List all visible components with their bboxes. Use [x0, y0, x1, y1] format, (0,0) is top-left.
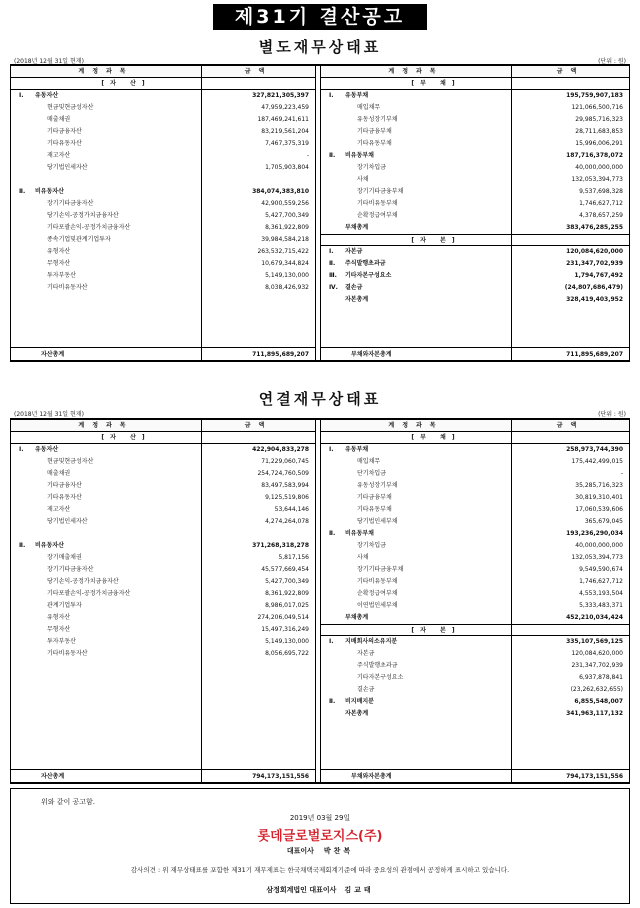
- table-row: [11, 162, 315, 174]
- table-row: [11, 114, 315, 126]
- row-amount: 452,210,034,424: [566, 614, 623, 621]
- total-label: 부채와자본총계: [351, 773, 392, 780]
- row-number: Ⅱ.: [19, 542, 26, 549]
- row-label: 당기법인세자산: [47, 164, 88, 171]
- table-row: [321, 540, 629, 552]
- table-row: [11, 234, 315, 246]
- table-row: [321, 600, 629, 612]
- consolidated-assets-rows: [11, 432, 315, 782]
- row-label: 단기차입금: [357, 470, 386, 477]
- row-label: 사채: [357, 554, 369, 561]
- table-row: [11, 102, 315, 114]
- row-amount: 371,268,318,278: [252, 542, 309, 549]
- row-label: 장기기타금융부채: [357, 566, 404, 573]
- total-amount: 711,895,689,207: [566, 351, 623, 358]
- row-label: 장기매출채권: [47, 554, 82, 561]
- spacer-row: [11, 528, 315, 540]
- row-label: 매출채권: [47, 470, 71, 477]
- table-row: [11, 246, 315, 258]
- row-amount: 40,000,000,000: [575, 164, 623, 171]
- table-row: [321, 612, 629, 624]
- row-label: 기타금융자산: [47, 128, 82, 135]
- table-row: [321, 672, 629, 684]
- table-row: [321, 648, 629, 660]
- row-label: 기타금융자산: [47, 482, 82, 489]
- separate-unit-label: (단위 : 원): [598, 58, 626, 65]
- column-header-item: 계정과목: [78, 422, 134, 429]
- announcement-date: 2019년 03월 29일: [289, 814, 351, 822]
- table-row: [321, 102, 629, 114]
- row-amount: 1,794,767,492: [574, 272, 623, 279]
- row-amount: 258,973,744,390: [566, 446, 623, 453]
- row-label: 자본총계: [345, 710, 369, 717]
- table-row: [321, 576, 629, 588]
- row-amount: 53,644,146: [274, 506, 309, 513]
- row-label: 기타포괄손익-공정가치금융자산: [47, 590, 131, 597]
- column-header-amount: 금액: [511, 420, 629, 431]
- row-amount: 254,724,760,509: [257, 470, 309, 477]
- row-amount: -: [306, 152, 309, 159]
- row-amount: 5,427,700,349: [265, 212, 309, 219]
- row-amount: 231,347,702,939: [566, 260, 623, 267]
- representative-title: 대표이사: [286, 847, 314, 855]
- row-label: 자본총계: [345, 296, 369, 303]
- row-label: 유동자산: [35, 446, 59, 453]
- table-row: [11, 282, 315, 294]
- row-amount: 8,361,922,809: [265, 224, 309, 231]
- table-row: [321, 636, 629, 648]
- table-row: [11, 552, 315, 564]
- row-amount: 328,419,403,952: [566, 296, 623, 303]
- section-header-row: [321, 624, 629, 636]
- column-header-amount: 금액: [201, 66, 315, 77]
- row-label: 종속기업및관계기업투자: [47, 236, 111, 243]
- row-label: 주식발행초과금: [345, 260, 386, 267]
- row-amount: 365,679,045: [584, 518, 623, 525]
- row-label: 당기손익-공정가치금융자산: [47, 578, 119, 585]
- row-label: 투자부동산: [47, 638, 76, 645]
- row-label: 장기기타금융자산: [47, 200, 94, 207]
- row-amount: 4,378,657,259: [579, 212, 623, 219]
- table-row: [321, 210, 629, 222]
- row-label: 매입채무: [357, 458, 381, 465]
- separate-sheet-title: 별도재무상태표: [258, 38, 382, 56]
- row-label: 비유동부채: [345, 152, 374, 159]
- row-label: 기타유동부채: [357, 140, 392, 147]
- table-row: [11, 612, 315, 624]
- table-row: [321, 246, 629, 258]
- page-title: 제31기 결산공고: [213, 4, 427, 30]
- row-amount: 327,821,305,397: [252, 92, 309, 99]
- audit-opinion: 감사의견 : 위 재무상태표를 포함한 제31기 재무제표는 한국채택국제회계기준에 따라 중요성의 관점에서 공정하게 표시하고 있습니다.: [130, 866, 510, 874]
- row-label: 비유동자산: [35, 542, 64, 549]
- separate-balance-sheet: [10, 64, 630, 362]
- row-amount: 83,497,583,994: [261, 482, 309, 489]
- row-label: 유동부채: [345, 446, 369, 453]
- row-label: 결손금: [357, 686, 375, 693]
- row-amount: 175,442,499,015: [571, 458, 623, 465]
- row-amount: 9,125,519,806: [265, 494, 309, 501]
- table-row: [11, 210, 315, 222]
- table-row: [11, 564, 315, 576]
- row-label: 관계기업투자: [47, 602, 82, 609]
- row-amount: 15,996,006,291: [575, 140, 623, 147]
- table-row: [11, 198, 315, 210]
- consolidated-liabilities-column: [320, 420, 629, 782]
- row-number: Ⅲ.: [329, 272, 337, 279]
- row-amount: 383,476,285,255: [566, 224, 623, 231]
- consolidated-balance-sheet: [10, 418, 630, 784]
- column-header-item: 계정과목: [388, 422, 444, 429]
- row-label: 유동부채: [345, 92, 369, 99]
- table-row: [321, 138, 629, 150]
- table-row: [11, 444, 315, 456]
- row-label: 비지배지분: [345, 698, 374, 705]
- total-amount: 794,173,151,556: [566, 773, 623, 780]
- row-label: 장기차입금: [357, 164, 386, 171]
- row-label: 당기법인세부채: [357, 518, 398, 525]
- total-label: 자산총계: [41, 773, 65, 780]
- row-label: 기타자본구성요소: [357, 674, 404, 681]
- row-number: Ⅰ.: [329, 638, 334, 645]
- row-label: 순확정급여부채: [357, 212, 398, 219]
- total-label: 부채와자본총계: [351, 351, 392, 358]
- row-label: 장기차입금: [357, 542, 386, 549]
- row-label: 재고자산: [47, 152, 71, 159]
- row-number: Ⅳ.: [329, 284, 338, 291]
- row-amount: 5,817,156: [278, 554, 309, 561]
- row-amount: (23,262,632,655): [570, 686, 623, 693]
- row-amount: 17,060,539,606: [575, 506, 623, 513]
- section-label: [자 본]: [411, 237, 461, 244]
- row-amount: 71,229,060,745: [261, 458, 309, 465]
- row-amount: 187,469,241,611: [257, 116, 309, 123]
- table-row: [321, 174, 629, 186]
- section-header-row: [321, 78, 629, 90]
- row-label: 재고자산: [47, 506, 71, 513]
- row-number: Ⅱ.: [329, 260, 336, 267]
- table-row: [321, 468, 629, 480]
- row-amount: 9,549,590,674: [579, 566, 623, 573]
- row-number: Ⅰ.: [19, 446, 24, 453]
- section-label: [자 산]: [101, 80, 151, 87]
- table-row: [11, 588, 315, 600]
- table-row: [321, 90, 629, 102]
- row-amount: 4,553,193,504: [579, 590, 623, 597]
- total-label: 자산총계: [41, 351, 65, 358]
- row-amount: 263,532,715,422: [257, 248, 309, 255]
- table-row: [11, 468, 315, 480]
- table-row: [11, 516, 315, 528]
- table-row: [321, 270, 629, 282]
- row-label: 무형자산: [47, 626, 71, 633]
- row-amount: 341,963,117,132: [566, 710, 623, 717]
- row-number: Ⅰ.: [329, 446, 334, 453]
- table-row: [11, 492, 315, 504]
- consolidated-liabilities-rows: [321, 432, 629, 782]
- separate-assets-header: [11, 66, 315, 78]
- row-label: 순확정급여부채: [357, 590, 398, 597]
- row-amount: 1,746,627,712: [579, 578, 623, 585]
- table-row: [321, 186, 629, 198]
- row-label: 기타유동부채: [357, 506, 392, 513]
- table-row: [321, 114, 629, 126]
- table-row: [321, 564, 629, 576]
- row-amount: 8,038,426,932: [265, 284, 309, 291]
- row-amount: 45,577,669,454: [261, 566, 309, 573]
- row-label: 무형자산: [47, 260, 71, 267]
- row-label: 기타금융부채: [357, 128, 392, 135]
- row-label: 지배회사의소유지분: [345, 638, 398, 645]
- row-amount: 42,900,559,256: [261, 200, 309, 207]
- table-row: [11, 186, 315, 198]
- total-amount: 794,173,151,556: [252, 773, 309, 780]
- row-label: 매입채무: [357, 104, 381, 111]
- row-label: 당기손익-공정가치금융자산: [47, 212, 119, 219]
- row-amount: 6,855,548,007: [574, 698, 623, 705]
- section-label: [자 본]: [411, 627, 461, 634]
- row-number: Ⅱ.: [19, 188, 26, 195]
- announcement-footer: [10, 788, 630, 904]
- row-number: Ⅰ.: [329, 92, 334, 99]
- consolidated-liabilities-total-row: [321, 769, 629, 782]
- table-row: [11, 258, 315, 270]
- separate-liabilities-total-row: [321, 347, 629, 360]
- consolidated-assets-column: [11, 420, 316, 782]
- section-header-row: [11, 78, 315, 90]
- table-row: [321, 708, 629, 720]
- row-amount: 4,274,264,078: [265, 518, 309, 525]
- row-amount: 121,066,500,716: [571, 104, 623, 111]
- column-header-amount: 금액: [201, 420, 315, 431]
- representative: [11, 846, 629, 856]
- column-header-item: 계정과목: [78, 68, 134, 75]
- row-amount: 1,705,903,804: [265, 164, 309, 171]
- table-row: [11, 126, 315, 138]
- row-number: Ⅰ.: [329, 248, 334, 255]
- row-amount: 120,084,620,000: [571, 650, 623, 657]
- table-row: [11, 90, 315, 102]
- row-amount: 9,537,698,328: [579, 188, 623, 195]
- row-amount: 231,347,702,939: [571, 662, 623, 669]
- row-amount: 30,819,310,401: [575, 494, 623, 501]
- row-amount: 7,467,375,319: [265, 140, 309, 147]
- row-label: 자본금: [357, 650, 375, 657]
- row-label: 자본금: [345, 248, 363, 255]
- table-row: [321, 198, 629, 210]
- row-label: 장기기타금융부채: [357, 188, 404, 195]
- table-row: [321, 126, 629, 138]
- row-label: 장기기타금융자산: [47, 566, 94, 573]
- table-row: [321, 528, 629, 540]
- row-label: 부채총계: [345, 224, 369, 231]
- row-label: 매출채권: [47, 116, 71, 123]
- table-row: [11, 540, 315, 552]
- row-number: Ⅱ.: [329, 698, 336, 705]
- table-row: [321, 696, 629, 708]
- table-row: [321, 456, 629, 468]
- table-row: [321, 258, 629, 270]
- table-row: [11, 636, 315, 648]
- row-amount: (24,807,686,479): [564, 284, 623, 291]
- row-amount: 28,711,683,853: [575, 128, 623, 135]
- row-amount: 422,904,833,278: [252, 446, 309, 453]
- row-label: 기타포괄손익-공정가치금융자산: [47, 224, 131, 231]
- row-amount: 6,937,878,841: [579, 674, 623, 681]
- section-label: [자 산]: [101, 434, 151, 441]
- separate-assets-column: [11, 66, 316, 360]
- table-row: [321, 294, 629, 306]
- separate-liabilities-column: [320, 66, 629, 360]
- separate-as-of-date: (2018년 12월 31일 현재): [14, 58, 84, 65]
- row-label: 당기법인세자산: [47, 518, 88, 525]
- row-amount: 35,285,716,323: [575, 482, 623, 489]
- row-label: 기타비유동자산: [47, 650, 88, 657]
- table-row: [321, 552, 629, 564]
- table-row: [321, 150, 629, 162]
- consolidated-assets-header: [11, 420, 315, 432]
- table-row: [321, 480, 629, 492]
- auditor: [11, 885, 629, 895]
- row-label: 비유동자산: [35, 188, 64, 195]
- row-label: 기타비유동부채: [357, 200, 398, 207]
- row-label: 결손금: [345, 284, 363, 291]
- column-header-amount: 금액: [511, 66, 629, 77]
- row-amount: 132,053,394,773: [571, 176, 623, 183]
- row-label: 비유동부채: [345, 530, 374, 537]
- consolidated-sheet-title: 연결재무상태표: [258, 390, 382, 408]
- spacer-row: [11, 174, 315, 186]
- table-row: [321, 162, 629, 174]
- row-amount: 10,679,344,824: [261, 260, 309, 267]
- row-amount: 195,759,907,183: [566, 92, 623, 99]
- table-row: [11, 480, 315, 492]
- row-label: 기타유동자산: [47, 494, 82, 501]
- row-label: 유동성장기부채: [357, 116, 398, 123]
- notice-text: 위와 같이 공고함.: [41, 798, 96, 806]
- consolidated-assets-total-row: [11, 769, 315, 782]
- section-header-row: [11, 432, 315, 444]
- row-amount: 1,746,627,712: [579, 200, 623, 207]
- row-amount: 39,984,584,218: [261, 236, 309, 243]
- separate-liabilities-rows: [321, 78, 629, 360]
- row-amount: 187,716,378,072: [566, 152, 623, 159]
- table-row: [11, 222, 315, 234]
- table-row: [11, 576, 315, 588]
- table-row: [11, 600, 315, 612]
- row-amount: 5,427,700,349: [265, 578, 309, 585]
- separate-assets-total-row: [11, 347, 315, 360]
- row-number: Ⅱ.: [329, 530, 336, 537]
- row-label: 기타자본구성요소: [345, 272, 392, 279]
- row-label: 유형자산: [47, 614, 71, 621]
- row-amount: 5,149,130,000: [265, 638, 309, 645]
- table-row: [321, 492, 629, 504]
- table-row: [321, 282, 629, 294]
- consolidated-as-of-date: (2018년 12월 31일 현재): [14, 411, 84, 418]
- row-number: Ⅱ.: [329, 152, 336, 159]
- row-label: 사채: [357, 176, 369, 183]
- row-amount: 8,361,922,809: [265, 590, 309, 597]
- row-label: 기타금융부채: [357, 494, 392, 501]
- row-number: Ⅰ.: [19, 92, 24, 99]
- separate-assets-rows: [11, 78, 315, 360]
- table-row: [11, 648, 315, 660]
- table-row: [11, 456, 315, 468]
- row-label: 이연법인세부채: [357, 602, 398, 609]
- row-amount: 8,056,695,722: [265, 650, 309, 657]
- section-header-row: [321, 432, 629, 444]
- table-row: [321, 222, 629, 234]
- table-row: [11, 270, 315, 282]
- table-row: [321, 516, 629, 528]
- auditor-organization: 삼정회계법인 대표이사: [266, 886, 337, 894]
- auditor-name: 김교태: [344, 886, 374, 894]
- row-amount: 15,497,316,249: [261, 626, 309, 633]
- row-amount: -: [620, 470, 623, 477]
- row-label: 현금및현금성자산: [47, 458, 94, 465]
- row-amount: 29,985,716,323: [575, 116, 623, 123]
- row-amount: 83,219,561,204: [261, 128, 309, 135]
- row-label: 부채총계: [345, 614, 369, 621]
- row-amount: 5,333,483,371: [579, 602, 623, 609]
- table-row: [321, 444, 629, 456]
- row-amount: 335,107,569,125: [566, 638, 623, 645]
- consolidated-unit-label: (단위 : 원): [598, 411, 626, 418]
- row-amount: 40,000,000,000: [575, 542, 623, 549]
- table-row: [11, 138, 315, 150]
- section-label: [부 채]: [411, 80, 461, 87]
- row-amount: 132,053,394,773: [571, 554, 623, 561]
- row-label: 유동자산: [35, 92, 59, 99]
- row-amount: 8,986,017,025: [265, 602, 309, 609]
- section-label: [부 채]: [411, 434, 461, 441]
- separate-liabilities-header: [321, 66, 629, 78]
- representative-name: 박찬복: [323, 847, 354, 855]
- row-label: 투자부동산: [47, 272, 76, 279]
- row-amount: 193,236,290,034: [566, 530, 623, 537]
- row-amount: 274,206,049,514: [257, 614, 309, 621]
- table-row: [11, 624, 315, 636]
- column-header-item: 계정과목: [388, 68, 444, 75]
- row-label: 기타비유동부채: [357, 578, 398, 585]
- table-row: [11, 504, 315, 516]
- table-row: [321, 660, 629, 672]
- consolidated-liabilities-header: [321, 420, 629, 432]
- total-amount: 711,895,689,207: [252, 351, 309, 358]
- row-amount: 47,959,223,459: [261, 104, 309, 111]
- row-amount: 5,149,130,000: [265, 272, 309, 279]
- table-row: [321, 504, 629, 516]
- row-label: 기타유동자산: [47, 140, 82, 147]
- row-label: 유형자산: [47, 248, 71, 255]
- row-label: 주식발행초과금: [357, 662, 398, 669]
- row-amount: 120,084,620,000: [566, 248, 623, 255]
- table-row: [11, 150, 315, 162]
- row-amount: 384,074,383,810: [252, 188, 309, 195]
- table-row: [321, 684, 629, 696]
- row-label: 기타비유동자산: [47, 284, 88, 291]
- row-label: 유동성장기부채: [357, 482, 398, 489]
- row-label: 현금및현금성자산: [47, 104, 94, 111]
- table-row: [321, 588, 629, 600]
- company-name: 롯데글로벌로지스(주): [257, 829, 383, 844]
- section-header-row: [321, 234, 629, 246]
